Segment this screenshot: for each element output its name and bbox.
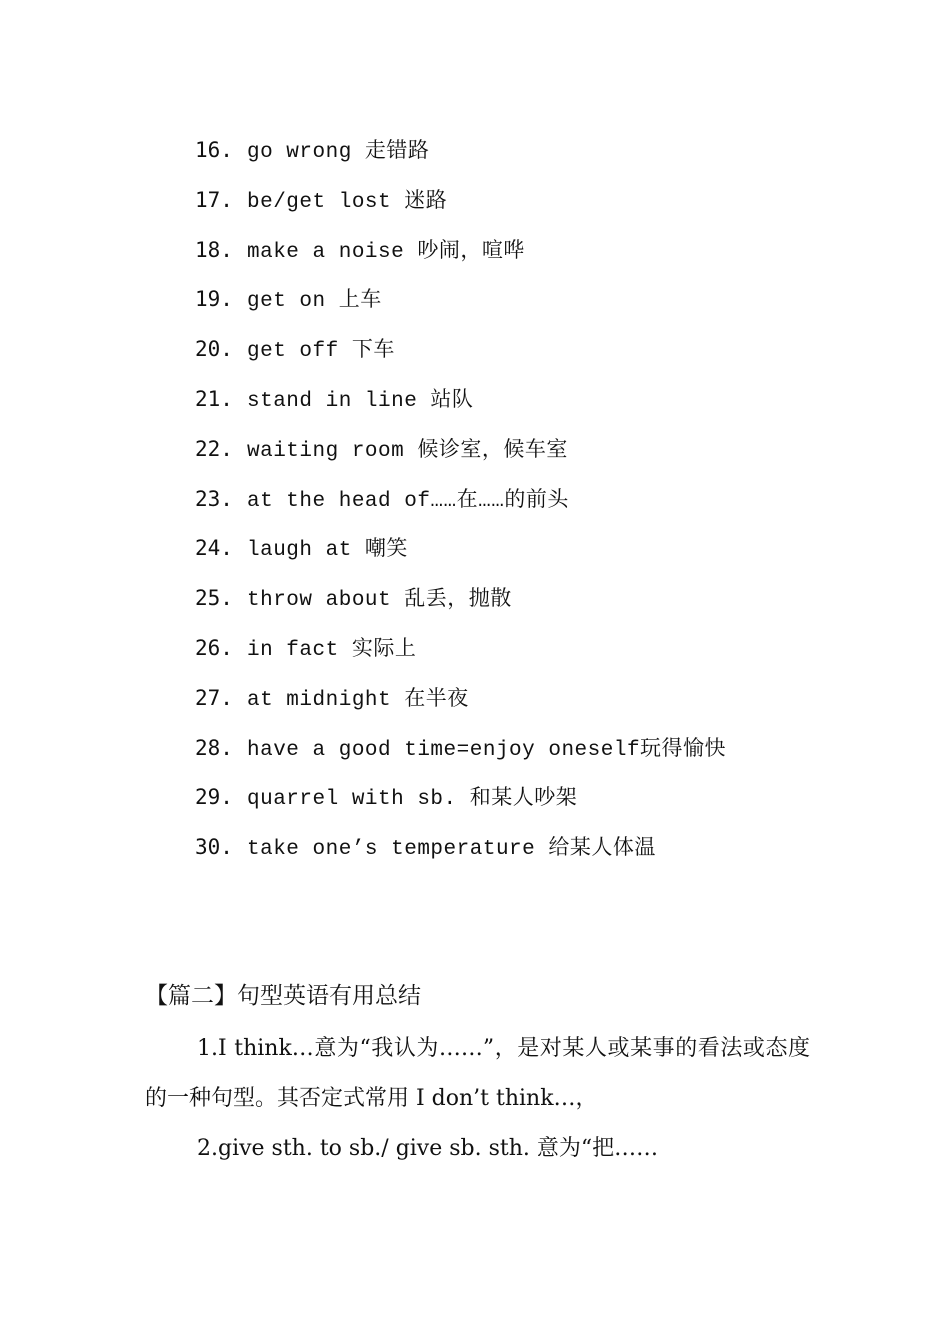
list-item bbox=[195, 128, 835, 178]
item-number: 27. bbox=[195, 685, 233, 710]
list-item bbox=[195, 576, 835, 626]
item-text: have a good time=enjoy oneself玩得愉快 bbox=[247, 738, 727, 762]
item-number: 18. bbox=[195, 237, 233, 262]
section-title: 【篇二】句型英语有用总结 bbox=[145, 983, 421, 1009]
item-text: laugh at 嘲笑 bbox=[247, 539, 408, 563]
item-text: make a noise 吵闹，喧哗 bbox=[247, 240, 525, 264]
item-text: quarrel with sb. 和某人吵架 bbox=[247, 788, 578, 812]
list-item bbox=[195, 477, 835, 527]
item-text: take one’s temperature 给某人体温 bbox=[247, 838, 656, 862]
section-two bbox=[145, 974, 810, 1174]
item-number: 23. bbox=[195, 486, 233, 511]
item-text: at midnight 在半夜 bbox=[247, 688, 469, 712]
item-number: 28. bbox=[195, 735, 233, 760]
item-text: be/get lost 迷路 bbox=[247, 190, 448, 214]
list-item bbox=[195, 327, 835, 377]
list-item bbox=[195, 427, 835, 477]
item-number: 19. bbox=[195, 287, 233, 312]
item-number: 30. bbox=[195, 835, 233, 860]
list-item bbox=[195, 377, 835, 427]
item-number: 25. bbox=[195, 586, 233, 611]
item-text: go wrong 走错路 bbox=[247, 141, 430, 164]
item-text: get off 下车 bbox=[247, 340, 395, 364]
item-number: 26. bbox=[195, 635, 233, 660]
phrase-list bbox=[195, 128, 835, 875]
item-number: 29. bbox=[195, 785, 233, 810]
item-number: 21. bbox=[195, 386, 233, 411]
list-item bbox=[195, 626, 835, 676]
item-text: at the head of……在……的前头 bbox=[247, 489, 569, 513]
item-text: get on 上车 bbox=[247, 290, 382, 314]
list-item bbox=[195, 676, 835, 726]
list-item bbox=[195, 775, 835, 825]
list-item bbox=[195, 228, 835, 278]
list-item bbox=[195, 825, 835, 875]
paragraph: 2.give sth. to sb./ give sb. sth. 意为“把…… bbox=[197, 1136, 659, 1161]
item-number: 17. bbox=[195, 187, 233, 212]
item-text: throw about 乱丢，抛散 bbox=[247, 589, 512, 613]
list-item bbox=[195, 726, 835, 776]
list-item bbox=[195, 277, 835, 327]
item-number: 20. bbox=[195, 337, 233, 362]
item-number: 22. bbox=[195, 436, 233, 461]
list-item bbox=[195, 526, 835, 576]
item-number: 16. bbox=[195, 138, 233, 162]
item-text: waiting room 候诊室，候车室 bbox=[247, 439, 568, 463]
list-item bbox=[195, 178, 835, 228]
item-text: in fact 实际上 bbox=[247, 638, 417, 662]
item-text: stand in line 站队 bbox=[247, 389, 474, 413]
paragraph: 1.I think…意为“我认为……”，是对某人或某事的看法或态度的一种句型。其否定式常用 I don’t think…， bbox=[145, 1036, 810, 1111]
item-number: 24. bbox=[195, 536, 233, 561]
